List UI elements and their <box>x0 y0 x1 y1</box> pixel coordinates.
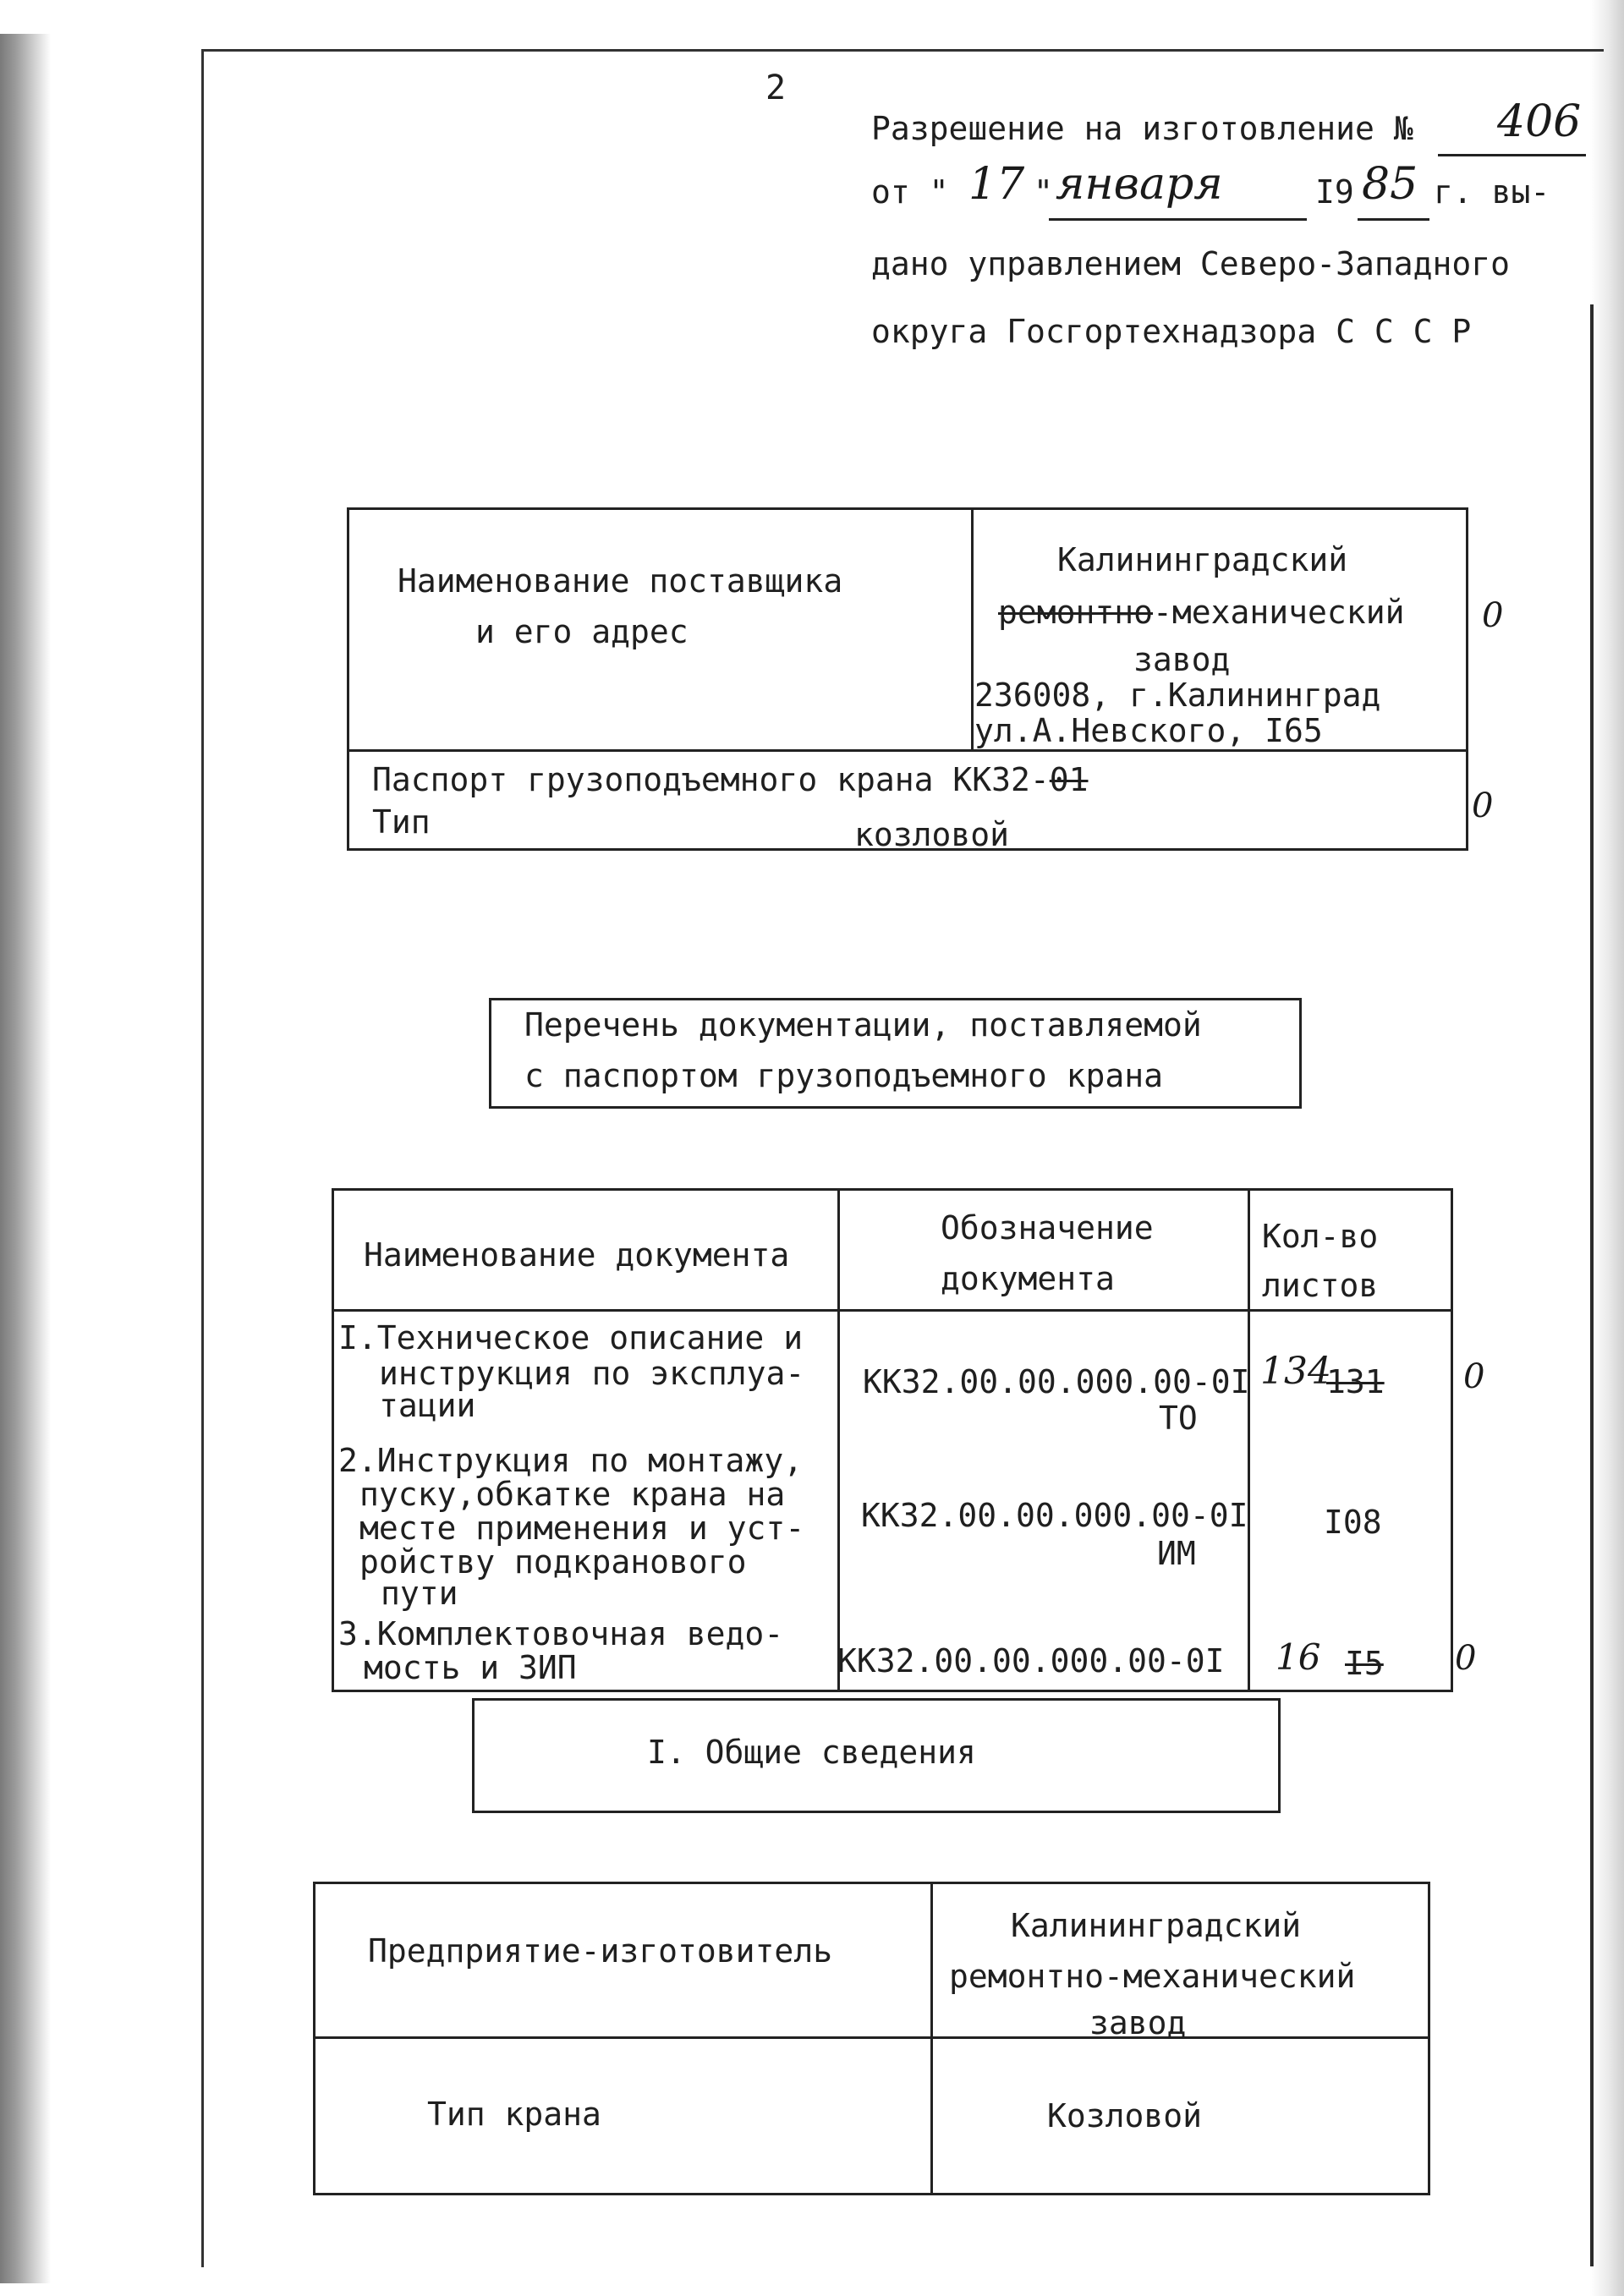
row1-correction-mark: 0 <box>1463 1357 1485 1396</box>
doc-list-title-line1: Перечень документации, поставляемой <box>524 1006 1202 1044</box>
row2-name-line5: пути <box>381 1575 458 1612</box>
documents-col-divider-2 <box>1248 1191 1250 1690</box>
row1-designation: КК32.00.00.000.00-0I <box>863 1363 1250 1400</box>
supplier-value-line2-rest: -механический <box>1153 594 1405 631</box>
passport-struck: 01 <box>1049 761 1089 798</box>
row1-name-line1: I.Техническое описание и <box>338 1319 804 1356</box>
permit-line3: дано управлением Северо-Западного <box>871 245 1510 282</box>
supplier-label-line1: Наименование поставщика <box>398 562 843 600</box>
row3-sheets-new: 16 <box>1276 1636 1321 1678</box>
type-value: козловой <box>854 816 1010 853</box>
documents-header-name: Наименование документа <box>364 1236 790 1274</box>
manufacturer-value-line3: завод <box>1089 2004 1187 2041</box>
row3-name-line2: мость и ЗИП <box>364 1649 577 1683</box>
type-label: Тип <box>372 803 431 841</box>
manufacturer-label: Предприятие-изготовитель <box>368 1932 833 1970</box>
supplier-table-divider-v <box>971 510 974 751</box>
supplier-value-line1: Калининградский <box>1057 541 1348 578</box>
scan-edge-left <box>0 34 51 2283</box>
supplier-correction-mark-2: 0 <box>1472 786 1494 825</box>
row1-sheets-struck: 131 <box>1326 1363 1385 1400</box>
supplier-value-line4: 236008, г.Калининград <box>974 677 1381 714</box>
row2-name-line1: 2.Инструкция по монтажу, <box>338 1442 804 1479</box>
supplier-value-struck: ремонтно <box>998 594 1154 631</box>
row2-sheets: I08 <box>1324 1504 1382 1541</box>
manufacturer-value-line2: ремонтно-механический <box>949 1958 1356 1995</box>
row1-name-line3: тации <box>379 1387 476 1424</box>
row3-sheets-struck: I5 <box>1345 1645 1384 1682</box>
permit-year-underline <box>1358 218 1429 221</box>
crane-type-label: Тип крана <box>427 2096 601 2133</box>
documents-header-sheets-2: листов <box>1262 1267 1379 1304</box>
page-frame-right-border <box>1590 304 1594 2266</box>
supplier-correction-mark-1: 0 <box>1482 596 1504 635</box>
supplier-value-line3: завод <box>1133 641 1231 678</box>
section-title: I. Общие сведения <box>647 1734 976 1771</box>
row3-designation: КК32.00.00.000.00-0I <box>837 1642 1225 1680</box>
row3-name-line1: 3.Комплектовочная ведо- <box>338 1615 784 1652</box>
row1-sheets-new: 134 <box>1260 1350 1331 1393</box>
row2-suffix: ИМ <box>1157 1535 1196 1572</box>
supplier-table-divider-h <box>347 749 1466 752</box>
crane-type-value: Козловой <box>1047 2097 1203 2134</box>
permit-month: января <box>1056 159 1223 210</box>
row3-correction-mark: 0 <box>1455 1639 1477 1678</box>
permit-year-suffix: г. вы- <box>1434 173 1550 211</box>
permit-day: 17 <box>968 159 1025 210</box>
permit-year: 85 <box>1362 159 1418 210</box>
page-number: 2 <box>765 68 787 107</box>
permit-number: 406 <box>1497 96 1582 147</box>
permit-from-label: от " <box>871 173 949 211</box>
documents-header-divider <box>332 1309 1451 1312</box>
documents-header-sheets-1: Кол-во <box>1262 1218 1379 1255</box>
row1-name-line2: инструкция по эксплуа- <box>379 1355 805 1392</box>
row1-suffix: ТО <box>1159 1400 1198 1437</box>
permit-line4: округа Госгортехнадзора С С С Р <box>871 313 1472 350</box>
supplier-value-line5: ул.А.Невского, I65 <box>974 712 1323 749</box>
general-table-divider-h <box>313 2036 1428 2039</box>
supplier-value-line2 <box>998 594 1404 631</box>
permit-quote-close: " <box>1034 173 1053 211</box>
row2-name-line2: пуску,обкатке крана на <box>359 1476 786 1513</box>
row2-designation: КК32.00.00.000.00-0I <box>861 1497 1248 1534</box>
doc-list-title-line2: с паспортом грузоподъемного крана <box>524 1057 1163 1094</box>
row2-name-line3: месте применения и уст- <box>359 1510 805 1547</box>
supplier-label-line2: и его адрес <box>475 613 689 650</box>
permit-line1-label: Разрешение на изготовление № <box>871 110 1413 147</box>
permit-number-underline <box>1438 154 1586 156</box>
documents-header-designation-2: документа <box>941 1260 1115 1297</box>
permit-month-underline <box>1049 218 1307 221</box>
manufacturer-value-line1: Калининградский <box>1011 1907 1302 1944</box>
documents-header-designation-1: Обозначение <box>941 1209 1154 1247</box>
documents-col-divider-1 <box>837 1191 840 1690</box>
row2-name-line4: ройству подкранового <box>359 1543 747 1581</box>
passport-line: Паспорт грузоподъемного крана КК32-01 <box>372 761 1089 798</box>
permit-year-prefix: I9 <box>1315 173 1354 211</box>
